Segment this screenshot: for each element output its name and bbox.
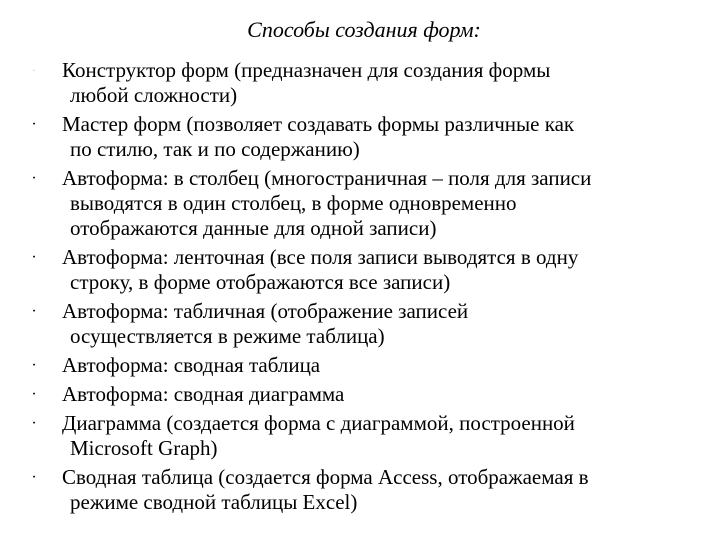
bullet-icon: ·	[31, 303, 37, 320]
item-line: Мастер форм (позволяет создавать формы различные как	[62, 112, 575, 136]
bullet-icon: ·	[31, 170, 37, 187]
item-line: отображаются данные для одной записи)	[70, 216, 437, 240]
item-line: Диаграмма (создается форма с диаграммой, построенной	[62, 411, 575, 435]
item-line: строку, в форме отображаются все записи)	[70, 270, 451, 294]
item-line: Сводная таблица (создается форма Access, отображаемая в	[62, 465, 589, 489]
bullet-icon: ·	[32, 63, 36, 77]
bullet-icon: ·	[31, 415, 37, 432]
list-item	[28, 245, 708, 295]
list-item	[28, 411, 708, 461]
item-line: по стилю, так и по содержанию)	[70, 137, 360, 161]
item-line: Автоформа: сводная диаграмма	[62, 382, 345, 406]
bullet-icon: ·	[31, 249, 37, 266]
list-item	[28, 465, 708, 515]
item-line: Автоформа: ленточная (все поля записи выводятся в одну	[62, 245, 579, 269]
bullet-icon: ·	[31, 116, 37, 133]
item-line: Автоформа: табличная (отображение записей	[62, 299, 469, 323]
item-line: режиме сводной таблицы Excel)	[70, 490, 358, 514]
item-line: Автоформа: сводная таблица	[62, 353, 321, 377]
item-line: Microsoft Graph)	[70, 436, 218, 460]
item-line: Автоформа: в столбец (многостраничная – поля для записи	[62, 166, 592, 190]
list-item	[28, 299, 708, 349]
item-line: любой сложности)	[70, 83, 238, 107]
item-line: выводятся в один столбец, в форме одновременно	[70, 191, 517, 215]
list-item	[28, 58, 708, 108]
bullet-icon: ·	[31, 469, 37, 486]
bullet-icon: ·	[31, 386, 37, 403]
list-item	[28, 382, 708, 407]
bullet-icon: ·	[31, 357, 37, 374]
item-line: осуществляется в режиме таблица)	[70, 324, 385, 348]
list-item	[28, 112, 708, 162]
list-item	[28, 166, 708, 241]
slide-title: Способы создания форм:	[247, 17, 481, 42]
list-item	[28, 353, 708, 378]
methods-list	[28, 58, 708, 519]
item-line: Конструктор форм (предназначен для создания формы	[62, 58, 551, 82]
